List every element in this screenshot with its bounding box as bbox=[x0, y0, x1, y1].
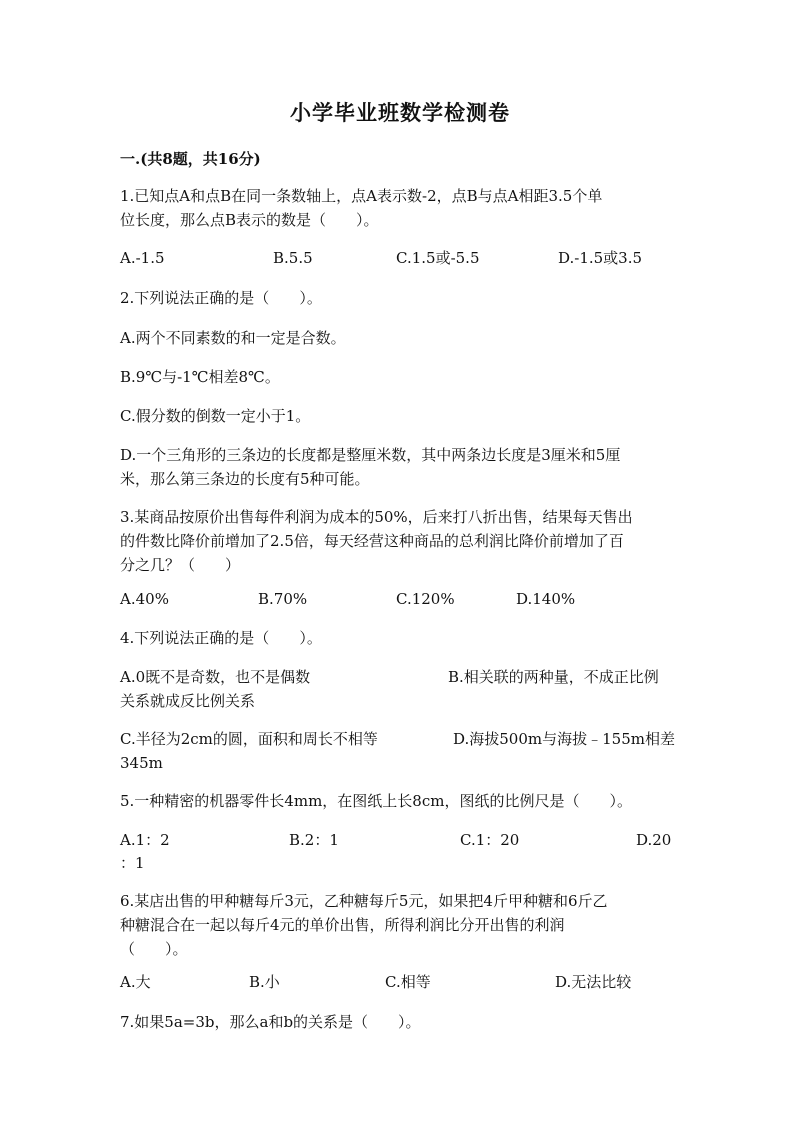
question-2-stem: 2.下列说法正确的是（ ）。 bbox=[120, 289, 322, 307]
question-1-option-b: B.5.5 bbox=[273, 249, 313, 267]
question-3-option-d: D.140% bbox=[516, 590, 576, 608]
question-5-option-c: C.1：20 bbox=[460, 831, 520, 849]
page-title: 小学毕业班数学检测卷 bbox=[290, 100, 510, 125]
question-6-option-d: D.无法比较 bbox=[555, 973, 632, 991]
question-3-stem-line1: 3.某商品按原价出售每件利润为成本的50%，后来打八折出售，结果每天售出 bbox=[120, 508, 633, 526]
question-7-stem: 7.如果5a=3b，那么a和b的关系是（ ）。 bbox=[120, 1013, 421, 1031]
question-1-stem-line1: 1.已知点A和点B在同一条数轴上，点A表示数-2，点B与点A相距3.5个单 bbox=[120, 187, 603, 205]
question-2-option-d-line1: D.一个三角形的三条边的长度都是整厘米数，其中两条边长度是3厘米和5厘 bbox=[120, 446, 621, 464]
question-4-option-b-line2: 关系就成反比例关系 bbox=[120, 692, 256, 710]
question-3-option-b: B.70% bbox=[258, 590, 308, 608]
question-4-option-c: C.半径为2cm的圆，面积和周长不相等 bbox=[120, 730, 378, 748]
question-1-stem-line2: 位长度，那么点B表示的数是（ ）。 bbox=[120, 211, 379, 229]
question-5-option-d-cont: ：1 bbox=[120, 854, 145, 872]
question-1-option-d: D.-1.5或3.5 bbox=[558, 249, 643, 267]
question-4-stem: 4.下列说法正确的是（ ）。 bbox=[120, 629, 322, 647]
question-3-stem-line2: 的件数比降价前增加了2.5倍，每天经营这种商品的总利润比降价前增加了百 bbox=[120, 532, 624, 550]
question-2-option-d-line2: 米，那么第三条边的长度有5种可能。 bbox=[120, 470, 370, 488]
question-6-stem-line1: 6.某店出售的甲种糖每斤3元，乙种糖每斤5元，如果把4斤甲种糖和6斤乙 bbox=[120, 892, 608, 910]
question-4-option-d-line2: 345m bbox=[120, 754, 163, 772]
question-1-option-c: C.1.5或-5.5 bbox=[396, 249, 480, 267]
question-5-option-a: A.1：2 bbox=[120, 831, 170, 849]
question-6-stem-line2: 种糖混合在一起以每斤4元的单价出售，所得利润比分开出售的利润 bbox=[120, 916, 565, 934]
question-5-option-b: B.2：1 bbox=[289, 831, 339, 849]
question-6-option-c: C.相等 bbox=[385, 973, 431, 991]
question-4-option-a: A.0既不是奇数，也不是偶数 bbox=[120, 668, 311, 686]
question-2-option-c: C.假分数的倒数一定小于1。 bbox=[120, 407, 311, 425]
question-2-option-b: B.9℃与-1℃相差8℃。 bbox=[120, 368, 280, 386]
question-6-stem-line3: （ ）。 bbox=[120, 940, 188, 958]
question-1-option-a: A.-1.5 bbox=[120, 249, 165, 267]
question-6-option-b: B.小 bbox=[249, 973, 280, 991]
question-2-option-a: A.两个不同素数的和一定是合数。 bbox=[120, 329, 346, 347]
question-3-option-c: C.120% bbox=[396, 590, 455, 608]
question-3-option-a: A.40% bbox=[120, 590, 169, 608]
question-5-stem: 5.一种精密的机器零件长4mm，在图纸上长8cm，图纸的比例尺是（ ）。 bbox=[120, 792, 632, 810]
question-5-option-d: D.20 bbox=[636, 831, 672, 849]
question-4-option-d-line1: D.海拔500m与海拔﹣155m相差 bbox=[453, 730, 675, 748]
section-heading: 一.(共8题，共16分) bbox=[120, 150, 261, 168]
question-4-option-b-line1: B.相关联的两种量，不成正比例 bbox=[448, 668, 659, 686]
question-6-option-a: A.大 bbox=[120, 973, 151, 991]
question-3-stem-line3: 分之几？（ ） bbox=[120, 556, 241, 574]
